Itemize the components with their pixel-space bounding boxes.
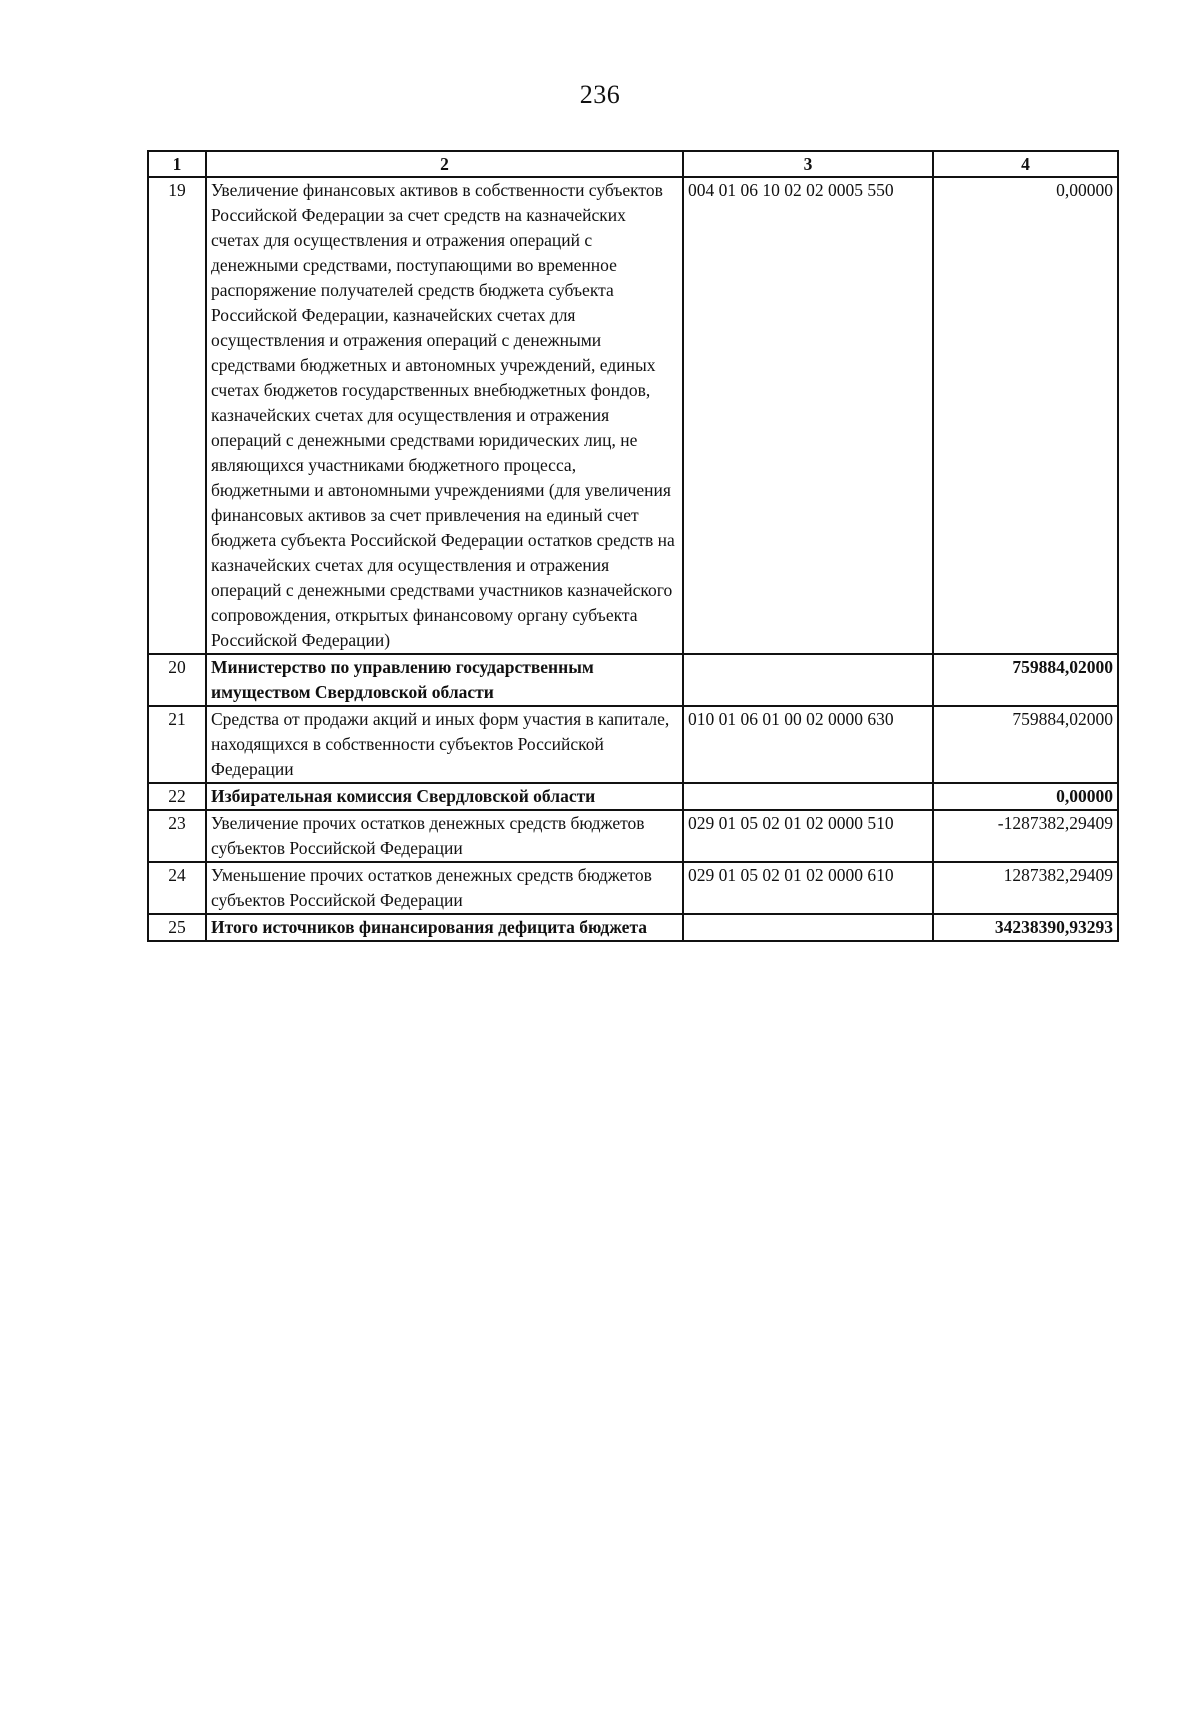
- table-row: [148, 783, 1118, 810]
- page-number: 236: [579, 80, 621, 109]
- table-row: [148, 706, 1118, 783]
- header-col-3: 3: [683, 151, 933, 177]
- row-code: 029 01 05 02 01 02 0000 610: [683, 862, 933, 914]
- row-amount: 0,00000: [933, 783, 1118, 810]
- row-amount: 34238390,93293: [933, 914, 1118, 941]
- row-name: Увеличение прочих остатков денежных средств бюджетов субъектов Российской Федерации: [206, 810, 683, 862]
- row-number: 20: [148, 654, 206, 706]
- row-name: Избирательная комиссия Свердловской области: [206, 783, 683, 810]
- row-number: 21: [148, 706, 206, 783]
- header-col-2: 2: [206, 151, 683, 177]
- row-code: 029 01 05 02 01 02 0000 510: [683, 810, 933, 862]
- table-row: [148, 862, 1118, 914]
- row-amount: 1287382,29409: [933, 862, 1118, 914]
- row-amount: 759884,02000: [933, 654, 1118, 706]
- row-amount: 759884,02000: [933, 706, 1118, 783]
- row-code: [683, 654, 933, 706]
- row-number: 24: [148, 862, 206, 914]
- row-name: Уменьшение прочих остатков денежных средств бюджетов субъектов Российской Федерации: [206, 862, 683, 914]
- row-code: 004 01 06 10 02 02 0005 550: [683, 177, 933, 654]
- table-row: [148, 177, 1118, 654]
- header-col-4: 4: [933, 151, 1118, 177]
- row-name: Итого источников финансирования дефицита бюджета: [206, 914, 683, 941]
- row-number: 25: [148, 914, 206, 941]
- table-row: [148, 654, 1118, 706]
- row-code: 010 01 06 01 00 02 0000 630: [683, 706, 933, 783]
- table-row: [148, 810, 1118, 862]
- header-col-1: 1: [148, 151, 206, 177]
- row-name: Увеличение финансовых активов в собственности субъектов Российской Федерации за счет средств на казначейских счетах для осуществления и отражения операций с денежными средствами, поступающими во временное распоряжение получателей средств бюджета субъекта Российской Федерации, казначейских счетах для осуществления и отражения операций с денежными средствами бюджетных и автономных учреждений, единых счетах бюджетов государственных внебюджетных фондов, казначейских счетах для осуществления и отражения операций с денежными средствами юридических лиц, не являющихся участниками бюджетного процесса, бюджетными и автономными учреждениями (для увеличения финансовых активов за счет привлечения на единый счет бюджета субъекта Российской Федерации остатков средств на казначейских счетах для осуществления и отражения операций с денежными средствами участников казначейского сопровождения, открытых финансовому органу субъекта Российской Федерации): [206, 177, 683, 654]
- table-row: [148, 914, 1118, 941]
- row-code: [683, 783, 933, 810]
- row-amount: 0,00000: [933, 177, 1118, 654]
- row-amount: -1287382,29409: [933, 810, 1118, 862]
- row-number: 19: [148, 177, 206, 654]
- row-code: [683, 914, 933, 941]
- row-name: Средства от продажи акций и иных форм участия в капитале, находящихся в собственности субъектов Российской Федерации: [206, 706, 683, 783]
- row-name: Министерство по управлению государственным имуществом Свердловской области: [206, 654, 683, 706]
- budget-sources-table: [147, 150, 1119, 942]
- row-number: 22: [148, 783, 206, 810]
- table-header-row: [148, 151, 1118, 177]
- row-number: 23: [148, 810, 206, 862]
